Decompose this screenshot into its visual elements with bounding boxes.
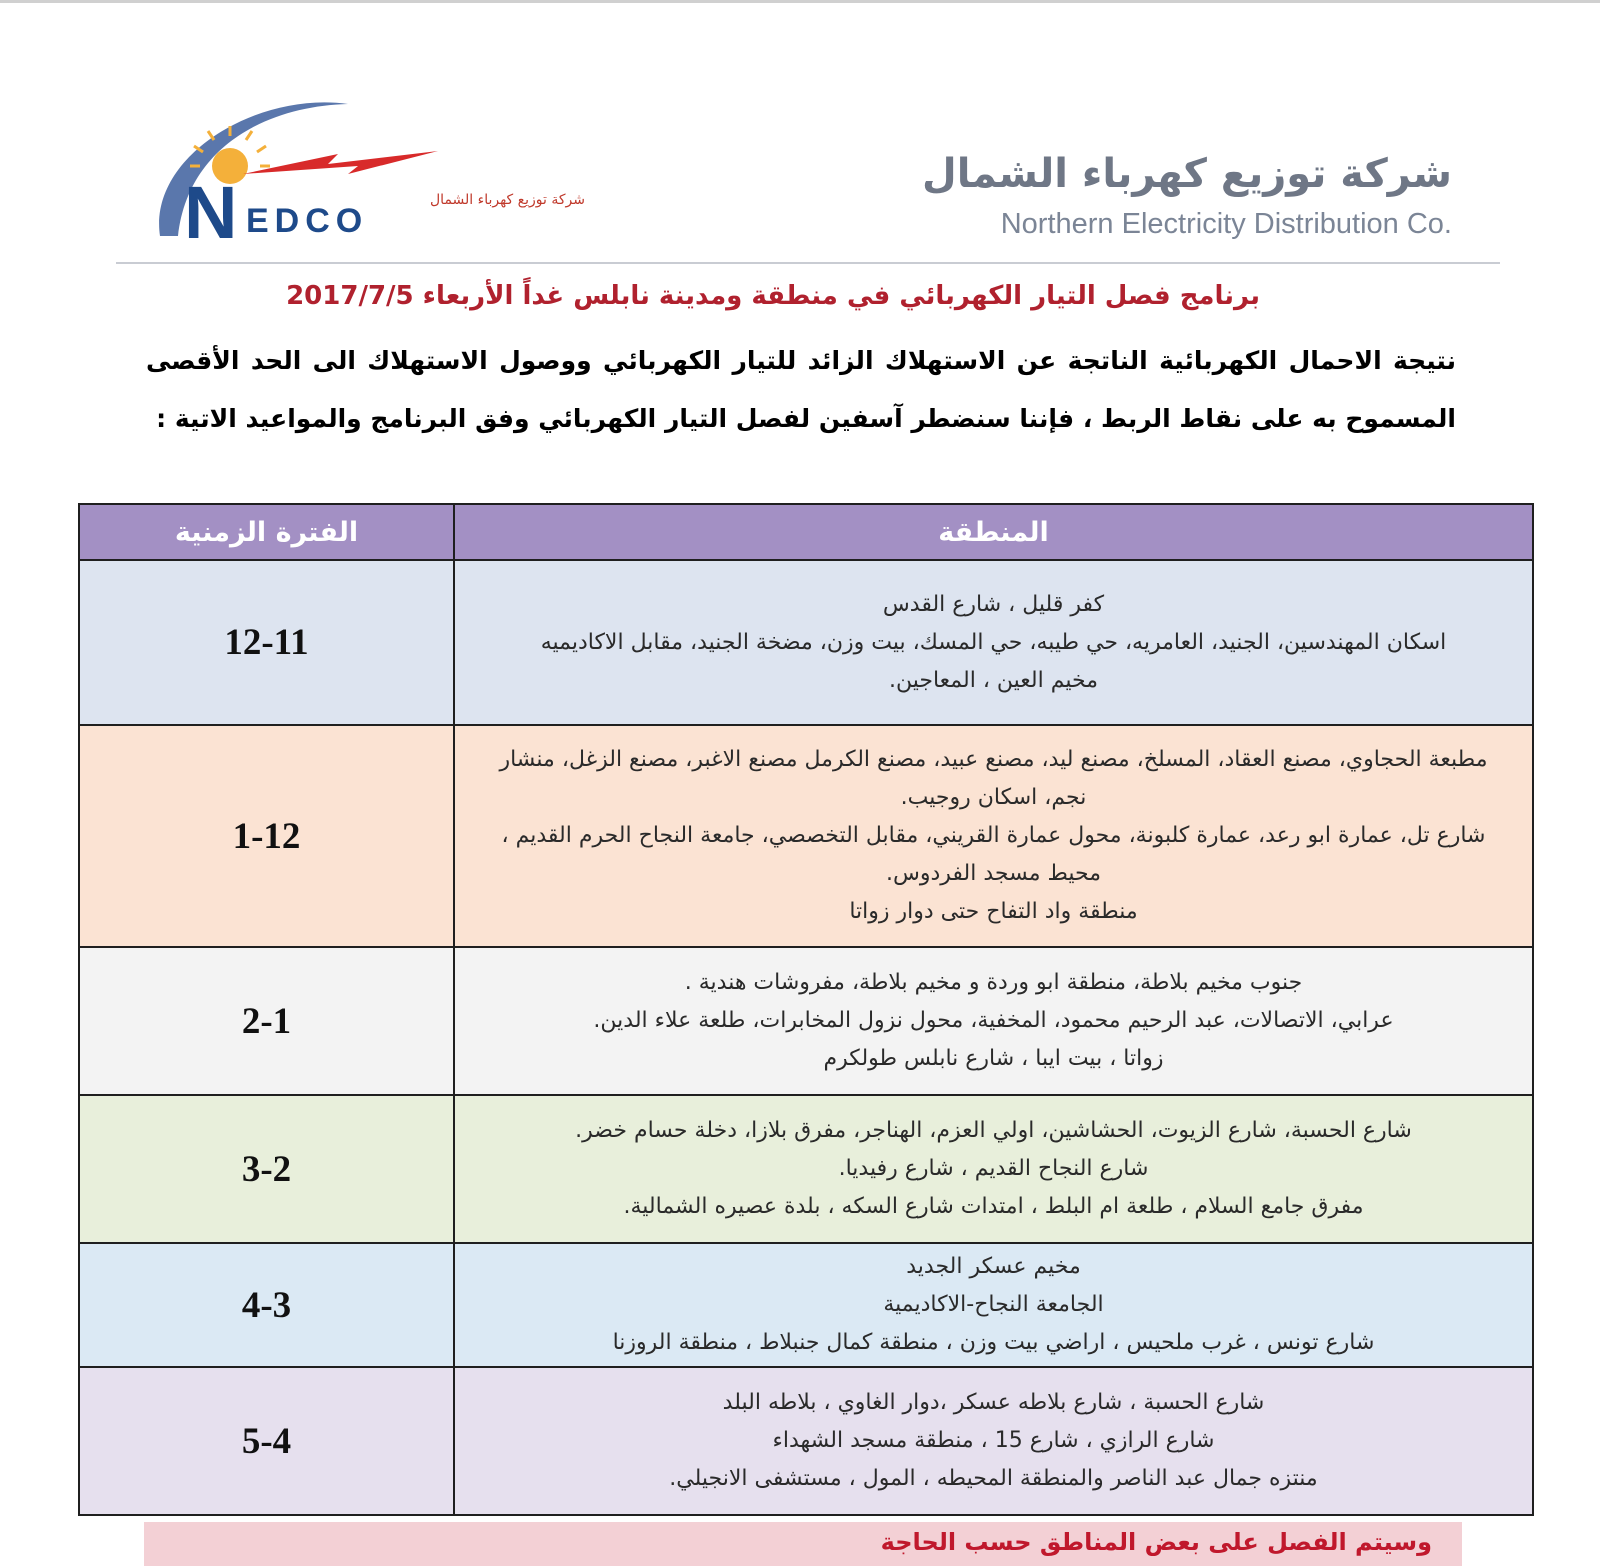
area-line: اسكان المهندسين، الجنيد، العامريه، حي طيبه، حي المسك، بيت وزن، مضخة الجنيد، مقابل الاكاديميه [540,629,1447,655]
area-line: مخيم العين ، المعاجين. [889,667,1098,693]
table-row [79,725,1533,947]
header-time: الفترة الزمنية [79,504,454,560]
company-name-ar: شركة توزيع كهرباء الشمال [922,151,1452,197]
area-line: شارع الرازي ، شارع 15 ، منطقة مسجد الشهداء [772,1428,1215,1453]
company-name-block [922,150,1452,242]
header-divider [116,262,1500,264]
area-cell [454,1243,1533,1367]
table-row [79,560,1533,725]
area-line: جنوب مخيم بلاطة، منطقة ابو وردة و مخيم بلاطة، مفروشات هندية . [684,970,1303,995]
table-row [79,1243,1533,1367]
area-line: زواتا ، بيت ايبا ، شارع نابلس طولكرم [823,1046,1164,1071]
area-cell [454,1367,1533,1515]
time-cell: 2-1 [79,947,454,1095]
area-cell [454,947,1533,1095]
area-line: منتزه جمال عبد الناصر والمنطقة المحيطه ، المول ، مستشفى الانجيلي. [669,1466,1318,1491]
time-cell: 4-3 [79,1243,454,1367]
logo-arabic: شركة توزيع كهرباء الشمال [430,192,585,208]
time-cell: 12-11 [79,560,454,725]
header-area: المنطقة [454,504,1533,560]
logo-letter-n: N [184,171,238,254]
area-line: شارع الحسبة، شارع الزيوت، الحشاشين، اولي العزم، الهناجر، مفرق بلازا، دخلة حسام خضر. [575,1118,1412,1143]
top-border [0,0,1600,3]
footer-note [144,1522,1462,1566]
outage-schedule-table [78,503,1534,1516]
area-line: شارع الحسبة ، شارع بلاطه عسكر ،دوار الغاوي ، بلاطه البلد [722,1390,1265,1415]
nedco-logo-graphic [148,96,585,266]
lightning-icon [243,151,438,174]
area-cell [454,560,1533,725]
area-line: شارع النجاح القديم ، شارع رفيديا. [838,1156,1149,1181]
area-line: مطبعة الحجاوي، مصنع العقاد، المسلخ، مصنع ليد، مصنع عبيد، مصنع الكرمل مصنع الاغبر، مصنع الزغل، منشار نجم، اسكان روجيب. [499,747,1488,810]
area-line: مخيم عسكر الجديد [906,1254,1081,1279]
area-cell [454,1095,1533,1243]
table-header-row [79,504,1533,560]
area-line: كفر قليل ، شارع القدس [882,591,1105,617]
area-line: مفرق جامع السلام ، طلعة ام البلط ، امتدات شارع السكه ، بلدة عصيره الشمالية. [623,1194,1364,1219]
time-cell: 5-4 [79,1367,454,1515]
area-cell [454,725,1533,947]
table-row [79,1095,1533,1243]
area-line: منطقة واد التفاح حتى دوار زواتا [849,899,1138,924]
area-line: شارع تونس ، غرب ملحيس ، اراضي بيت وزن ، منطقة كمال جنبلاط ، منطقة الروزنا [612,1330,1375,1355]
notice-title: برنامج فصل التيار الكهربائي في منطقة ومدينة نابلس غداً الأربعاء 2017/7/5 [286,281,1260,311]
time-cell: 3-2 [79,1095,454,1243]
area-line: عرابي، الاتصالات، عبد الرحيم محمود، المخفية، محول نزول المخابرات، طلعة علاء الدين. [593,1008,1394,1033]
table-row [79,947,1533,1095]
notice-intro: نتيجة الاحمال الكهربائية الناتجة عن الاستهلاك الزائد للتيار الكهربائي ووصول الاستهلاك الى الحد الأقصى المسموح به على نقاط الربط ، فإننا سنضطر آسفين لفصل التيار الكهربائي وفق البرنامج والمواعيد الاتية : [146,346,1456,433]
nedco-logo [148,96,585,266]
time-cell: 1-12 [79,725,454,947]
logo-edco: EDCO [246,202,369,240]
area-line: الجامعة النجاح-الاكاديمية [883,1292,1104,1317]
table-row [79,1367,1533,1515]
area-line: شارع تل، عمارة ابو رعد، عمارة كلبونة، محول عمارة القريني، مقابل التخصصي، جامعة النجاح الحرم القديم ، محيط مسجد الفردوس. [501,823,1486,886]
company-name-en: Northern Electricity Distribution Co. [1000,208,1452,240]
footer-note-text: وسيتم الفصل على بعض المناطق حسب الحاجة [880,1528,1432,1556]
